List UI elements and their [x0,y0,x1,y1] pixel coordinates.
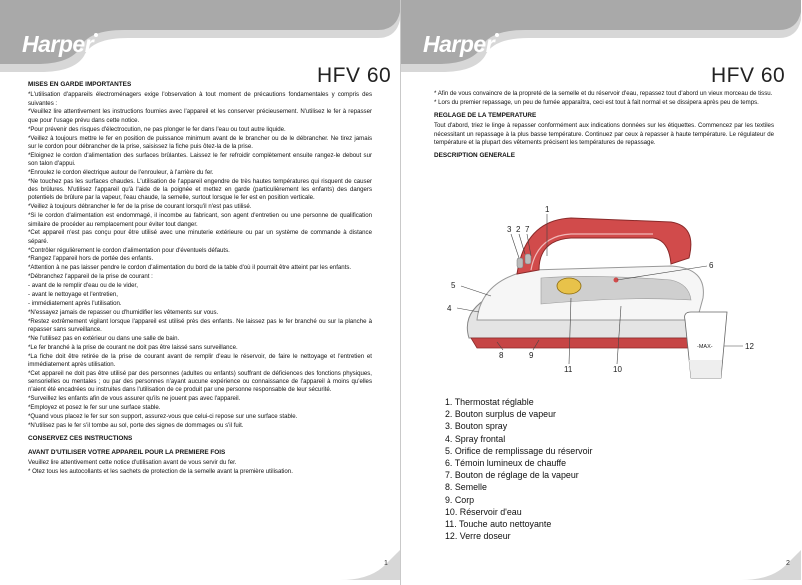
paragraph: *Veuillez lire attentivement les instructions fournies avec l'appareil et les conserver précieusement. N'utilisez le fer à repasser que pour l'usage prévu dans cette notice. [28,108,372,124]
brand-logo: Harper [423,31,499,58]
paragraph: - avant de le remplir d'eau ou de le vider, [28,282,138,290]
paragraph: *Veillez à toujours mettre le fer en position de puissance minimum avant de le brancher ou de le débrancher. Ne tirez jamais sur le cordon pour débrancher de la prise, saisissez la fiche puis ôtez-la de la prise. [28,134,372,150]
model-title: HFV 60 [711,64,786,87]
left-content [28,76,372,477]
thermostat-dial-shape [557,278,581,294]
parts-list-item: 5. Orifice de remplissage du réservoir [445,445,593,456]
page-number: 2 [786,560,790,567]
paragraph: *Ne touchez pas les surfaces chaudes. L'utilisation de l'appareil engendre de très hautes températures qui risquent de causer des brûlures. N'utilisez l'appareil qu'à l'aide de la poignée et mettez en garde (particulièrement les enfants) des dangers potentiels de brûlure par la vapeur, l'eau chaude, la semelle, surtout lorsque le fer est en position verticale. [28,177,372,202]
paragraph: *Le fer branché à la prise de courant ne doit pas être laissé sans surveillance. [28,343,238,351]
paragraph: *Pour prévenir des risques d'électrocution, ne pas plonger le fer dans l'eau ou tout autre liquide. [28,125,286,133]
diagram-label: 10 [613,365,622,374]
parts-list-item: 3. Bouton spray [445,421,508,432]
paragraph: *N'essayez jamais de repasser ou d'humidifier les vêtements sur vous. [28,308,219,316]
paragraph: - immédiatement après l'utilisation. [28,299,122,307]
diagram-label: 5 [451,281,456,290]
paragraph: *Enroulez le cordon électrique autour de l'enrouleur, à l'arrière du fer. [28,168,214,176]
diagram-label: 7 [525,225,530,234]
paragraph: *Restez extrêmement vigilant lorsque l'appareil est utilisé près des enfants. Ne laissez pas le fer branché ou sur la planche à repasser sans surveillance. [28,317,372,333]
diagram-label: 11 [564,365,573,374]
paragraph: * Otez tous les autocollants et les sachets de protection de la semelle avant la première utilisation. [28,467,293,475]
brand-logo: Harper [22,31,98,58]
parts-list-item: 10. Réservoir d'eau [445,506,522,517]
diagram-label: 2 [516,225,521,234]
paragraph: *Eloignez le cordon d'alimentation des surfaces brûlantes. Laissez le fer refroidir complètement ensuite rangez-le debout sur son talon d'appui. [28,151,372,168]
parts-list-item: 6. Témoin lumineux de chauffe [445,458,567,469]
parts-list [445,396,592,542]
paragraph: *N'utilisez pas le fer s'il tombe au sol, porte des signes de dommages ou s'il fuit. [28,422,244,430]
paragraph: *Veillez à toujours débrancher le fer de la prise de courant lorsqu'il n'est pas utilisé. [28,203,252,211]
paragraph: *Cet appareil ne doit pas être utilisé par des personnes (adultes ou enfants) souffrant de déficiences des fonctions physiques, sensorielles ou mentales ; ou par des personnes n'ayant aucune expérience ou connaissance de l'appareil à moins qu'elles n'aient été encadrées ou instruites dans l'utilisation de ce produit par une personne responsable de leur sécurité. [28,369,372,394]
cup-max-label: -MAX- [697,344,713,350]
parts-list-item: 11. Touche auto nettoyante [445,519,552,530]
paragraph: *Quand vous placez le fer sur son support, assurez-vous que celui-ci repose sur une surface stable. [28,413,298,421]
paragraph: *La fiche doit être retirée de la prise de courant avant de remplir d'eau le réservoir, de faire le nettoyage et l'entretien et immédiatement après utilisation. [28,352,372,368]
parts-list-item: 2. Bouton surplus de vapeur [445,409,557,420]
parts-list-item: 7. Bouton de réglage de la vapeur [445,470,579,481]
section-heading: DESCRIPTION GENERALE [434,152,515,160]
diagram-label: 3 [507,225,512,234]
diagram-label: 9 [529,351,534,360]
parts-list-item: 8. Semelle [445,482,487,493]
right-page [401,0,801,585]
corner-decoration [741,550,801,585]
section-heading: CONSERVEZ CES INSTRUCTIONS [28,435,133,443]
paragraph: *Surveillez les enfants afin de vous assurer qu'ils ne jouent pas avec l'appareil. [28,395,241,403]
paragraph: *Contrôler régulièrement le cordon d'alimentation pour d'éventuels défauts. [28,246,230,254]
corner-decoration [340,550,400,585]
diagram-label: 6 [709,261,714,270]
section-heading: REGLAGE DE LA TEMPERATURE [434,112,537,120]
paragraph: *Rangez l'appareil hors de portée des enfants. [28,255,154,263]
parts-list-item: 12. Verre doseur [445,531,511,542]
paragraph: * Afin de vous convaincre de la propreté de la semelle et du réservoir d'eau, repassez tout d'abord un vieux morceau de tissu. [434,90,773,97]
page-number: 1 [384,560,388,567]
parts-list-item: 4. Spray frontal [445,433,506,444]
right-content [434,90,774,163]
paragraph: * Lors du premier repassage, un peu de fumée apparaîtra, ceci est tout à fait normal et se dissipera après peu de temps. [434,98,759,106]
section-heading: MISES EN GARDE IMPORTANTES [28,81,132,88]
diagram-label: 1 [545,205,550,214]
paragraph: *Débranchez l'appareil de la prise de courant : [28,273,153,281]
model-title: HFV 60 [317,64,392,87]
paragraph: Veuillez lire attentivement cette notice d'utilisation avant de vous servir du fer. [28,458,237,466]
section-heading: AVANT D'UTILISER VOTRE APPAREIL POUR LA PREMIERE FOIS [28,448,226,456]
paragraph: - avant le nettoyage et l'entretien, [28,291,118,299]
handle-shape [517,218,691,274]
diagram-label: 4 [447,304,452,313]
diagram-label: 12 [745,342,754,351]
paragraph: *L'utilisation d'appareils électroménagers exige l'observation à tout moment de précautions fondamentales y compris des suivantes : [28,91,372,107]
paragraph: *Ne l'utilisez pas en extérieur ou dans une salle de bain. [28,334,180,342]
parts-list-item: 9. Corp [445,494,475,505]
parts-list-item: 1. Thermostat réglable [445,397,534,407]
paragraph: *Attention à ne pas laisser pendre le cordon d'alimentation du bord de la table d'où il pourrait être atteint par les enfants. [28,264,352,272]
paragraph: *Cet appareil n'est pas conçu pour être utilisé avec une minuterie extérieure ou par un système de commande à distance séparé. [28,229,372,245]
paragraph: *Si le cordon d'alimentation est endommagé, il incombe au fabricant, son agent d'entretien ou une personne de qualification similaire de procéder au remplacement pour éviter tout danger. [28,212,372,228]
paragraph: *Employez et posez le fer sur une surface stable. [28,404,161,412]
paragraph: Tout d'abord, triez le linge à repasser conformément aux indications données sur les étiquettes. Commencez par les textiles nécessitant un repassage à la plus basse température. Continuez par ceux à repasser à haute température. Le régulateur de température et la plupart des vêtements précisent les températures de repassage. [434,122,774,147]
diagram-label: 8 [499,351,504,360]
iron-diagram [421,200,781,390]
